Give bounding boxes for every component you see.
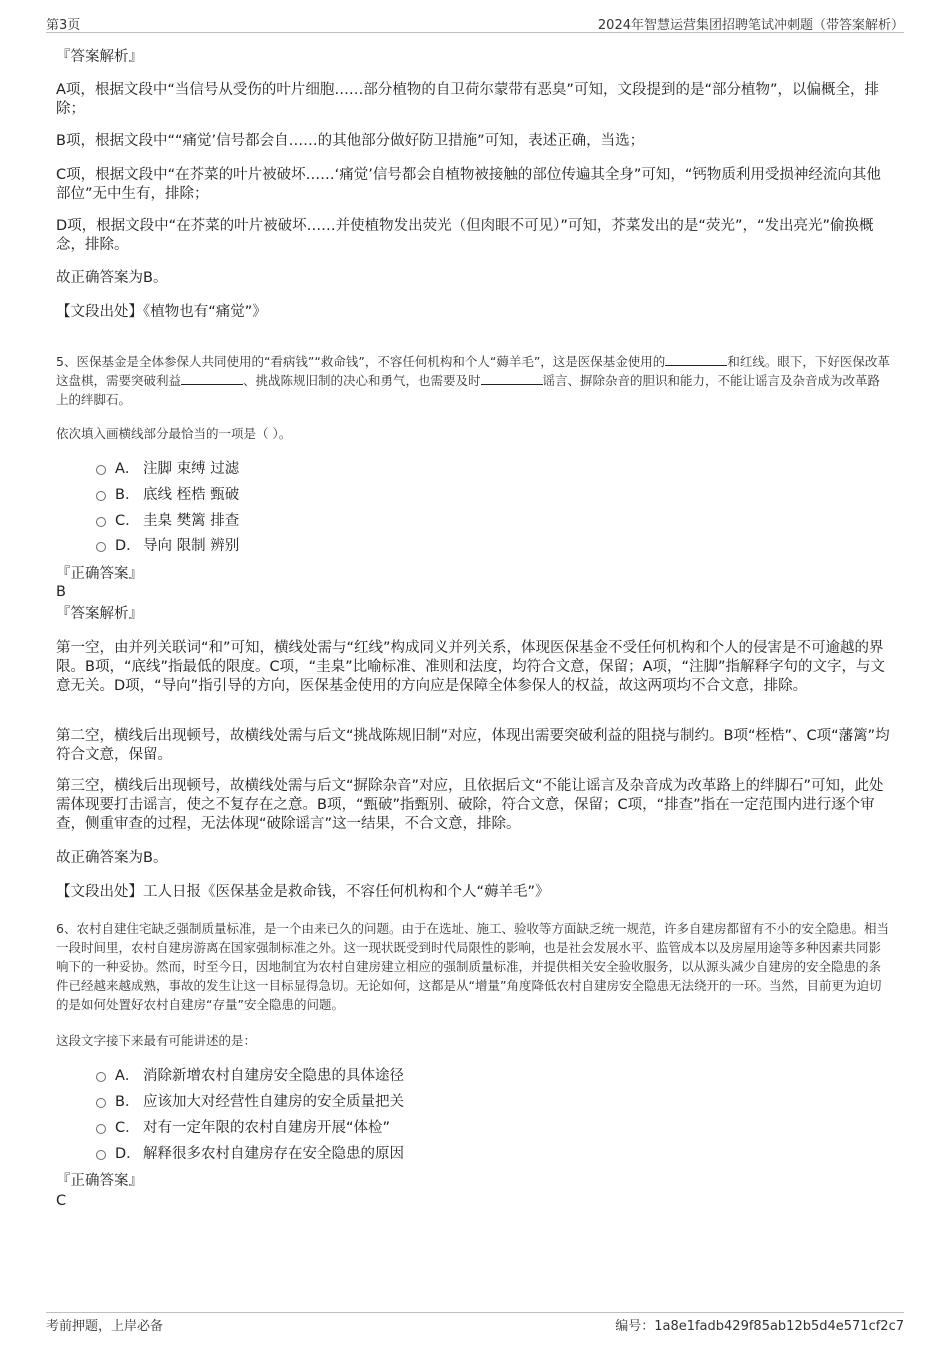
answer-label: 『正确答案』: [56, 566, 143, 582]
q5-option-d[interactable]: D． 导向 限制 辨别: [96, 536, 239, 556]
analysis-label: 『答案解析』: [56, 606, 143, 622]
radio-button[interactable]: [96, 517, 106, 527]
q6-answer: C: [56, 1193, 67, 1209]
q5-option-c[interactable]: C． 圭臬 樊篱 排查: [96, 511, 239, 531]
q6-option-d[interactable]: D． 解释很多农村自建房存在安全隐患的原因: [96, 1144, 404, 1164]
blank-line: [481, 372, 543, 385]
q5-analysis-para1: 第一空，由并列关联词“和”可知，横线处需与“红线”构成同义并列关系，体现医保基金不受任何机构和个人的侵害是不可逾越的界限。B项，“底线”指最低的限度。C项，“圭臬”比喻标准、准则和法度，均符合文意，保留；A项，“注脚”指解释字句的文字，与文意无关。D项，“导向”指引导的方向，医保基金使用的方向应是保障全体参保人的权益，故这两项均不合文意，排除。: [56, 640, 886, 694]
q6-option-c[interactable]: C． 对有一定年限的农村自建房开展“体检”: [96, 1118, 390, 1138]
radio-button[interactable]: [96, 1124, 106, 1134]
q4-analysis-c: C项，根据文段中“在芥菜的叶片被破坏……‘痛觉’信号都会自植物被接触的部位传遍其全身”可知，“钙物质利用受损神经流向其他部位”无中生有，排除；: [56, 167, 881, 202]
q6-option-b[interactable]: B． 应该加大对经营性自建房的安全质量把关: [96, 1092, 404, 1112]
blank-line: [665, 353, 727, 366]
radio-button[interactable]: [96, 1072, 106, 1082]
radio-button[interactable]: [96, 491, 106, 501]
radio-button[interactable]: [96, 1098, 106, 1108]
blank-line: [181, 372, 243, 385]
q6-option-a[interactable]: A． 消除新增农村自建房安全隐患的具体途径: [96, 1066, 404, 1086]
radio-button[interactable]: [96, 542, 106, 552]
footer-slogan: 考前押题，上岸必备: [46, 1319, 164, 1334]
document-title: 2024年智慧运营集团招聘笔试冲刺题（带答案解析）: [597, 18, 904, 33]
q5-analysis-para3: 第三空，横线后出现顿号，故横线处需与后文“摒除杂音”对应，且依据后文“不能让谣言及杂音成为改革路上的绊脚石”可知，此处需体现要打击谣言，使之不复存在之意。B项，“甄破”指甄别、破除，符合文意，保留；C项，“排查”指在一定范围内进行逐个审查，侧重审查的过程，无法体现“破除谣言”这一结果，不合文意，排除。: [56, 778, 884, 832]
q5-option-a[interactable]: A． 注脚 束缚 过滤: [96, 459, 239, 479]
q5-answer: B: [56, 584, 66, 600]
q5-prompt: 依次填入画横线部分最恰当的一项是（ ）。: [56, 426, 292, 441]
q5-source: 【文段出处】工人日报《医保基金是救命钱，不容任何机构和个人“薅羊毛”》: [56, 884, 550, 900]
document-code: 编号：1a8e1fadb429f85ab12b5d4e571cf2c7: [615, 1319, 904, 1334]
analysis-label: 『答案解析』: [56, 49, 143, 65]
page-number: 第3页: [46, 18, 81, 33]
radio-button[interactable]: [96, 1150, 106, 1160]
q4-conclusion: 故正确答案为B。: [56, 270, 168, 286]
radio-button[interactable]: [96, 465, 106, 475]
answer-label: 『正确答案』: [56, 1173, 143, 1189]
q4-source: 【文段出处】《植物也有“痛觉”》: [56, 304, 267, 320]
q6-prompt: 这段文字接下来最有可能讲述的是：: [56, 1033, 257, 1048]
page-header: [46, 12, 904, 33]
q5-option-b[interactable]: B． 底线 桎梏 甄破: [96, 485, 239, 505]
q4-analysis-b: B项，根据文段中““痛觉’信号都会自……的其他部分做好防卫措施”可知，表述正确，当选；: [56, 133, 645, 149]
q4-analysis-a: A项，根据文段中“当信号从受伤的叶片细胞……部分植物的自卫荷尔蒙带有恶臭”可知，文段提到的是“部分植物”，以偏概全，排除；: [56, 82, 879, 117]
q6-stem: 6、农村自建住宅缺乏强制质量标准，是一个由来已久的问题。由于在选址、施工、验收等方面缺乏统一规范，许多自建房都留有不小的安全隐患。相当一段时间里，农村自建房游离在国家强制标准之外。这一现状既受到时代局限性的影响，也是社会发展水平、监管成本以及房屋用途等多种因素共同影响下的一种妥协。然而，时至今日，因地制宜为农村自建房建立相应的强制质量标准，并提供相关安全验收服务，以从源头减少自建房的安全隐患的条件已经越来越成熟，事故的发生让这一目标显得急切。无论如何，这都是从“增量”角度降低农村自建房安全隐患无法绕开的一环。当然，目前更为迫切的是如何处置好农村自建房“存量”安全隐患的问题。: [56, 921, 889, 1012]
q5-stem: 5、医保基金是全体参保人共同使用的“看病钱”“救命钱”，不容任何机构和个人“薅羊毛”，这是医保基金使用的 和红线。眼下，下好医保改革这盘棋，需要突破利益 、挑战陈规旧制的决心和勇气，也需要及时 谣言、摒除杂音的胆识和能力，不能让谣言及杂音成为改革路上的绊脚石。: [56, 354, 890, 407]
q5-analysis-para2: 第二空，横线后出现顿号，故横线处需与后文“挑战陈规旧制”对应，体现出需要突破利益的阻挠与制约。B项“桎梏”、C项“藩篱”均符合文意，保留。: [56, 728, 890, 763]
q4-analysis-d: D项，根据文段中“在芥菜的叶片被破坏……并使植物发出荧光（但肉眼不可见）”可知，芥菜发出的是“荧光”，“发出亮光”偷换概念，排除。: [56, 218, 874, 253]
q5-conclusion: 故正确答案为B。: [56, 850, 168, 866]
page-footer: [46, 1312, 904, 1333]
